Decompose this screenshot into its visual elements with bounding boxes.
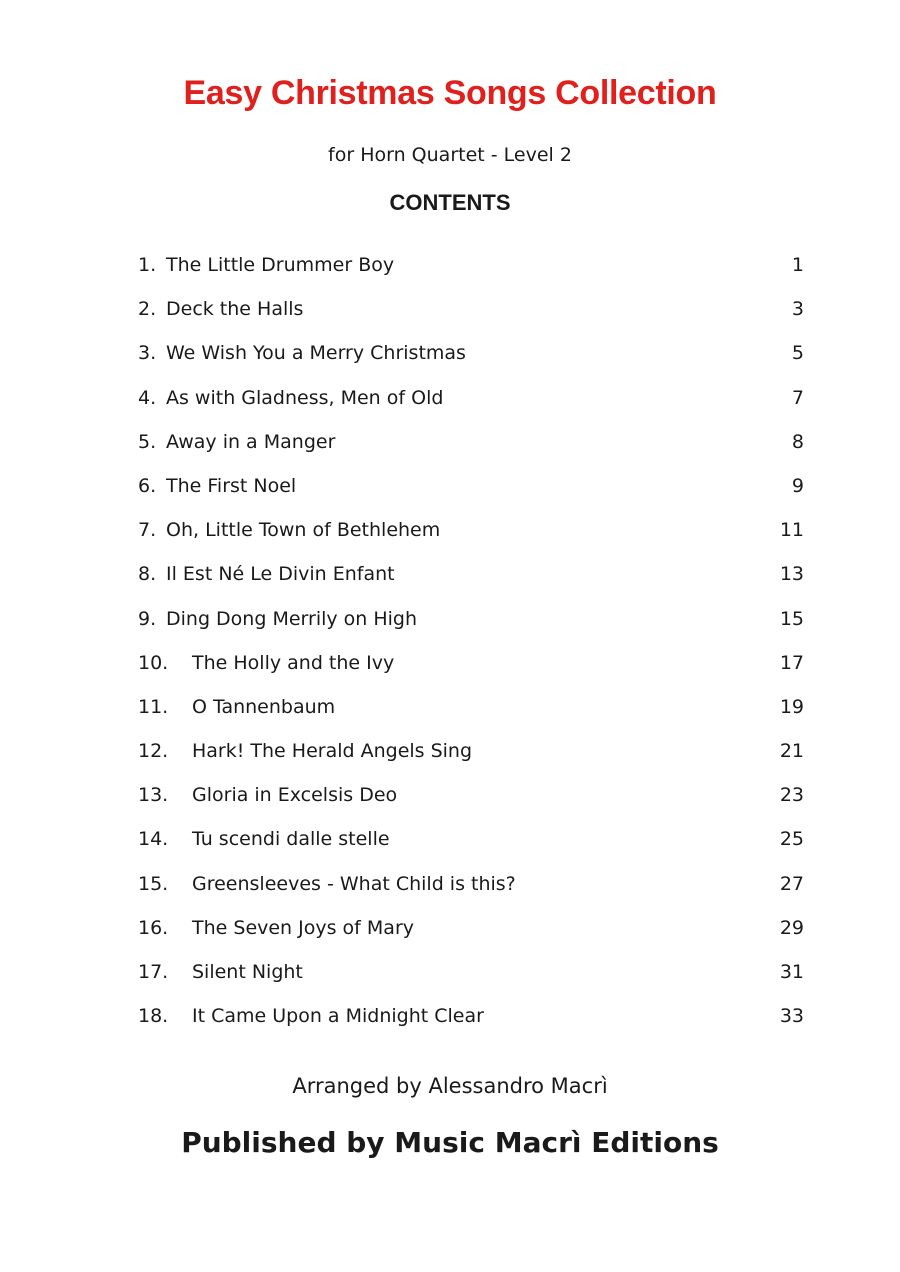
toc-entry-18 <box>138 998 804 1042</box>
toc-entry-title: Deck the Halls <box>166 298 304 321</box>
toc-entry-12 <box>138 733 804 777</box>
toc-entry-number: 18. <box>138 1005 169 1028</box>
toc-entry-title: Hark! The Herald Angels Sing <box>192 740 473 763</box>
toc-entry-title: The Little Drummer Boy <box>166 254 395 276</box>
toc-entry-17 <box>138 954 804 998</box>
toc-entry-title: It Came Upon a Midnight Clear <box>192 1005 484 1028</box>
published-by: Published by Music Macrì Editions <box>181 1126 719 1159</box>
toc-entry-page: 33 <box>779 1005 804 1028</box>
toc-entry-page: 8 <box>791 430 804 453</box>
toc-entry-number: 8. <box>138 563 157 586</box>
toc-entry-title: Gloria in Excelsis Deo <box>192 784 398 807</box>
toc-entry-number: 6. <box>138 474 157 497</box>
toc-entry-5 <box>138 424 804 468</box>
toc-entry-title: Away in a Manger <box>166 430 336 453</box>
arranged-by: Arranged by Alessandro Macrì <box>292 1074 608 1098</box>
toc-entry-title: The Holly and the Ivy <box>192 651 395 674</box>
toc-entry-title: O Tannenbaum <box>192 695 336 718</box>
toc-entry-title: We Wish You a Merry Christmas <box>166 342 466 365</box>
toc-entry-page: 27 <box>779 872 804 895</box>
toc-entry-page: 7 <box>791 386 804 409</box>
toc-entry-page: 23 <box>779 784 804 807</box>
toc-entry-page: 5 <box>791 342 804 365</box>
toc-entry-4 <box>138 380 804 424</box>
toc-entry-11 <box>138 689 804 733</box>
toc-entry-10 <box>138 645 804 689</box>
toc-entry-number: 15. <box>138 872 169 895</box>
toc-entry-page: 9 <box>791 474 804 497</box>
toc-entry-number: 4. <box>138 386 157 409</box>
table-of-contents <box>138 247 804 1042</box>
toc-entry-number: 2. <box>138 298 157 321</box>
toc-entry-number: 7. <box>138 519 157 542</box>
document-subtitle: for Horn Quartet - Level 2 <box>328 144 572 166</box>
toc-entry-number: 10. <box>138 651 169 674</box>
toc-entry-title: Oh, Little Town of Bethlehem <box>166 519 441 542</box>
toc-entry-1 <box>138 247 804 291</box>
toc-entry-title: The First Noel <box>166 474 297 497</box>
toc-entry-number: 14. <box>138 828 169 851</box>
toc-entry-2 <box>138 291 804 335</box>
toc-entry-page: 15 <box>779 607 804 630</box>
toc-entry-title: The Seven Joys of Mary <box>192 916 414 939</box>
toc-entry-title: Greensleeves - What Child is this? <box>192 872 516 895</box>
toc-entry-13 <box>138 777 804 821</box>
toc-entry-title: Ding Dong Merrily on High <box>166 607 418 630</box>
toc-entry-9 <box>138 601 804 645</box>
toc-entry-number: 12. <box>138 740 169 763</box>
toc-entry-page: 11 <box>779 519 804 542</box>
toc-entry-page: 17 <box>779 651 804 674</box>
toc-entry-title: Il Est Né Le Divin Enfant <box>166 563 395 586</box>
toc-entry-page: 13 <box>779 563 804 586</box>
toc-entry-number: 11. <box>138 695 169 718</box>
toc-entry-title: Silent Night <box>192 961 303 983</box>
toc-entry-page: 31 <box>779 961 804 983</box>
toc-entry-page: 21 <box>779 740 804 763</box>
toc-entry-7 <box>138 512 804 556</box>
toc-entry-number: 16. <box>138 916 169 939</box>
toc-entry-number: 1. <box>138 254 157 276</box>
toc-entry-page: 3 <box>791 298 804 321</box>
toc-entry-page: 25 <box>779 828 804 851</box>
toc-entry-8 <box>138 556 804 600</box>
toc-entry-15 <box>138 866 804 910</box>
document-title: Easy Christmas Songs Collection <box>183 74 717 112</box>
toc-entry-page: 29 <box>779 916 804 939</box>
contents-heading: CONTENTS <box>389 190 511 215</box>
toc-entry-14 <box>138 821 804 865</box>
toc-entry-number: 9. <box>138 607 157 630</box>
toc-entry-3 <box>138 335 804 379</box>
toc-entry-number: 5. <box>138 430 157 453</box>
toc-entry-page: 1 <box>791 254 804 276</box>
toc-entry-16 <box>138 910 804 954</box>
toc-entry-number: 17. <box>138 961 169 983</box>
toc-entry-number: 3. <box>138 342 157 365</box>
toc-entry-page: 19 <box>779 695 804 718</box>
toc-entry-title: As with Gladness, Men of Old <box>166 386 444 409</box>
toc-entry-title: Tu scendi dalle stelle <box>192 828 390 851</box>
toc-entry-6 <box>138 468 804 512</box>
toc-entry-number: 13. <box>138 784 169 807</box>
